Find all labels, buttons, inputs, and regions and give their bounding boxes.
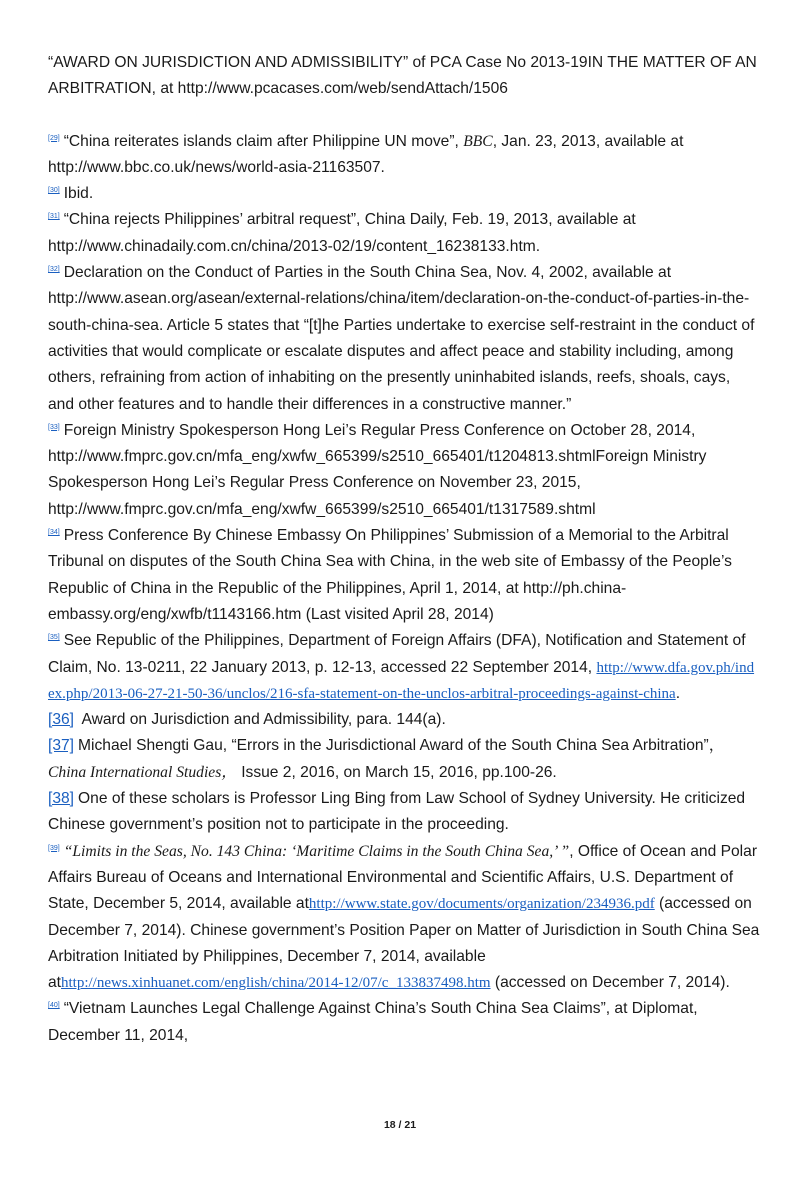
footnote-39 bbox=[48, 839, 760, 997]
footnote-text: “China reiterates islands claim after Philippine UN move”, bbox=[63, 132, 459, 150]
footnote-marker[interactable]: [40] bbox=[48, 1002, 60, 1010]
footnote-text: Issue 2, 2016, on March 15, 2016, pp.100-26. bbox=[241, 763, 557, 781]
intro-paragraph: “AWARD ON JURISDICTION AND ADMISSIBILITY” of PCA Case No 2013-19IN THE MATTER OF AN ARBITRATION, at http://www.pcacases.com/web/sendAttach/1506 bbox=[48, 54, 757, 98]
footnote-text: See Republic of the Philippines, Department of Foreign Affairs (DFA), Notification and Statement of Claim, No. 13-0211, 22 January 2013, p. 12-13, accessed 22 September 2014, bbox=[48, 632, 746, 676]
footnote-34 bbox=[48, 523, 760, 628]
report-title: “Limits in the Seas, No. 143 China: ‘Maritime Claims in the South China Sea,’ ” bbox=[63, 842, 570, 860]
footnote-text: . bbox=[675, 684, 681, 702]
document-page bbox=[48, 50, 760, 1049]
footnote-32 bbox=[48, 260, 760, 418]
footnote-marker[interactable]: [30] bbox=[48, 187, 60, 195]
footnote-marker[interactable]: [29] bbox=[48, 134, 60, 142]
footnote-marker[interactable]: [38] bbox=[48, 790, 75, 808]
footnote-31 bbox=[48, 207, 760, 260]
journal-name: China International Studies， bbox=[48, 763, 237, 781]
footnote-text: “China rejects Philippines’ arbitral request”, China Daily, Feb. 19, 2013, available at http://www.chinadaily.com.cn/china/2013-02/19/content_16238133.htm. bbox=[48, 211, 636, 255]
footnote-36 bbox=[48, 707, 760, 733]
page-number: 18 / 21 bbox=[383, 1119, 417, 1131]
footnote-text: , Jan. 23, 2013, available at http://www.bbc.co.uk/news/world-asia-21163507. bbox=[48, 132, 684, 176]
footnote-30 bbox=[48, 181, 760, 207]
footnote-33 bbox=[48, 418, 760, 523]
footnote-29 bbox=[48, 129, 760, 182]
dfa-link[interactable]: http://www.dfa.gov.ph/index.php/2013-06-27-21-50-36/unclos/216-sfa-statement-on-the-unclos-arbitral-proceedings-against-china bbox=[48, 659, 755, 702]
footnote-marker[interactable]: [33] bbox=[48, 423, 60, 431]
footnote-marker[interactable]: [31] bbox=[48, 213, 60, 221]
footnote-marker[interactable]: [35] bbox=[48, 634, 60, 642]
footnote-37 bbox=[48, 733, 760, 786]
footnote-text: , Office of Ocean and Polar Affairs Bureau of Oceans and International Environmental and Scientific Affairs, U.S. Department of State, December 5, 2014, available at bbox=[48, 842, 758, 913]
footnote-35 bbox=[48, 628, 760, 707]
source-name: BBC bbox=[463, 132, 493, 150]
footnote-text: Michael Shengti Gau, “Errors in the Jurisdictional Award of the South China Sea Arbitration”， bbox=[78, 737, 725, 755]
footnote-text: Declaration on the Conduct of Parties in the South China Sea, Nov. 4, 2002, available at http://www.asean.org/asean/external-relations/china/item/declaration-on-the-conduct-of-parties-in-the-south-china-sea. Article 5 states that “[t]he Parties undertake to exercise self-restraint in the conduct of activities that would complicate or escalate disputes and affect peace and stability including, among others, refraining from action of inhabiting on the presently uninhabited islands, reefs, shoals, cays, and other features and to handle their differences in a constructive manner.” bbox=[48, 264, 755, 413]
footnote-text: (accessed on December 7, 2014). Chinese government’s Position Paper on Matter of Jurisdiction in South China Sea Arbitration Initiated by Philippines, December 7, 2014, available at bbox=[48, 895, 760, 992]
footnote-marker[interactable]: [39] bbox=[48, 844, 60, 852]
xinhuanet-link[interactable]: http://news.xinhuanet.com/english/china/2014-12/07/c_133837498.htm bbox=[61, 975, 491, 992]
state-gov-link[interactable]: http://www.state.gov/documents/organization/234936.pdf bbox=[308, 896, 655, 913]
footnote-text: Press Conference By Chinese Embassy On Philippines’ Submission of a Memorial to the Arbitral Tribunal on disputes of the South China Sea with China, in the web site of Embassy of the People’s Republic of China in the Republic of the Philippines, April 1, 2014, at http://ph.china-embassy.org/eng/xwfb/t1143166.htm (Last visited April 28, 2014) bbox=[48, 527, 732, 623]
footnote-marker[interactable]: [34] bbox=[48, 529, 60, 537]
footnote-text: Ibid. bbox=[63, 185, 94, 203]
footnote-text: Foreign Ministry Spokesperson Hong Lei’s Regular Press Conference on October 28, 2014, http://www.fmprc.gov.cn/mfa_eng/xwfw_665399/s2510_665401/t1204813.shtmlForeign Ministry Spokesperson Hong Lei’s Regular Press Conference on November 23, 2015, http://www.fmprc.gov.cn/mfa_eng/xwfw_665399/s2510_665401/t1317589.shtml bbox=[48, 421, 707, 518]
footnote-text: (accessed on December 7, 2014). bbox=[490, 974, 730, 992]
footnote-38 bbox=[48, 786, 760, 839]
footnote-marker[interactable]: [36] bbox=[48, 711, 75, 729]
footnote-marker[interactable]: [37] bbox=[48, 737, 75, 755]
footnote-marker[interactable]: [32] bbox=[48, 266, 60, 274]
footnote-text: One of these scholars is Professor Ling Bing from Law School of Sydney University. He criticized Chinese government’s position not to participate in the proceeding. bbox=[48, 790, 746, 834]
footnote-text: “Vietnam Launches Legal Challenge Against China’s South China Sea Claims”, at Diplomat, December 11, 2014, bbox=[48, 1000, 698, 1044]
footnote-text: Award on Jurisdiction and Admissibility, para. 144(a). bbox=[81, 711, 446, 729]
footnote-40 bbox=[48, 996, 760, 1049]
